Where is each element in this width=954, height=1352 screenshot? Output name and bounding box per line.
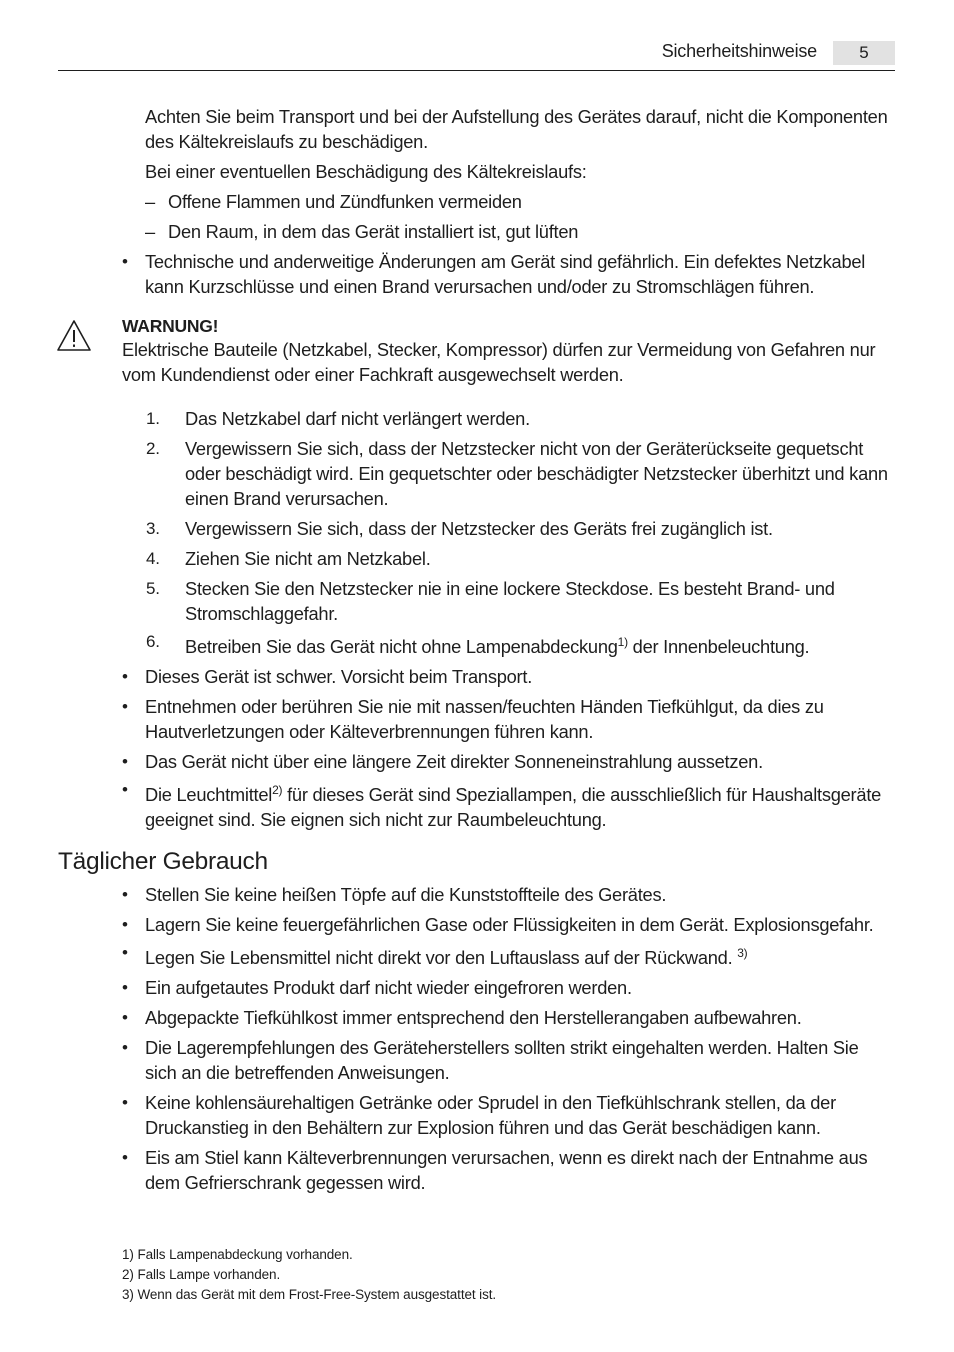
bullet-text: Entnehmen oder berühren Sie nie mit nassen/feuchten Händen Tiefkühlgut, da dies zu Hautverletzungen oder Kälteverbrennungen führen kann. xyxy=(145,696,824,742)
bullet-mark: • xyxy=(122,252,128,271)
warning-triangle-icon xyxy=(56,319,92,353)
bullet-item-modifications xyxy=(0,249,892,299)
item-number: 2. xyxy=(146,439,160,458)
numbered-item xyxy=(0,436,890,511)
bullet-text: Eis am Stiel kann Kälteverbrennungen verursachen, wenn es direkt nach der Entnahme aus dem Gefrierschrank gegessen wird. xyxy=(145,1147,868,1193)
bullet-mark: • xyxy=(122,885,128,904)
bullet-mark: • xyxy=(122,1008,128,1027)
item-text: Stecken Sie den Netzstecker nie in eine lockere Steckdose. Es besteht Brand- und Stromschlaggefahr. xyxy=(185,578,835,624)
bullet-text: Die Leuchtmittel xyxy=(145,784,273,805)
bullet-mark: • xyxy=(122,943,128,962)
item-number: 3. xyxy=(146,519,160,538)
warning-title: WARNUNG! xyxy=(122,316,219,336)
section-title: Täglicher Gebrauch xyxy=(58,848,268,875)
bullet-text: Dieses Gerät ist schwer. Vorsicht beim Transport. xyxy=(145,666,533,687)
bullet-text: Das Gerät nicht über eine längere Zeit direkter Sonneneinstrahlung aussetzen. xyxy=(145,751,763,772)
footnotes xyxy=(122,1245,496,1305)
bullet-item xyxy=(0,1090,892,1140)
bullet-item xyxy=(0,975,892,1000)
bullet-mark: • xyxy=(122,1093,128,1112)
footnote-ref: 3) xyxy=(737,946,748,960)
item-text: Ziehen Sie nicht am Netzkabel. xyxy=(185,548,431,569)
bullet-text: Lagern Sie keine feuergefährlichen Gase oder Flüssigkeiten in dem Gerät. Explosionsgefahr. xyxy=(145,914,874,935)
bullet-item xyxy=(0,782,892,832)
footnote-ref: 2) xyxy=(272,783,283,797)
bullet-mark: • xyxy=(122,752,128,771)
dash-mark: – xyxy=(145,191,155,212)
numbered-item xyxy=(0,406,890,431)
bullet-text: Legen Sie Lebensmittel nicht direkt vor den Luftauslass auf der Rückwand. xyxy=(145,947,738,968)
item-number: 5. xyxy=(146,579,160,598)
bullet-item xyxy=(0,945,892,970)
bullet-mark: • xyxy=(122,915,128,934)
bullet-mark: • xyxy=(122,1148,128,1167)
bullet-text: Stellen Sie keine heißen Töpfe auf die Kunststoffteile des Gerätes. xyxy=(145,884,667,905)
dash-item-text: Den Raum, in dem das Gerät installiert ist, gut lüften xyxy=(168,221,579,242)
item-text: Vergewissern Sie sich, dass der Netzstecker des Geräts frei zugänglich ist. xyxy=(185,518,773,539)
bullet-mark: • xyxy=(122,1038,128,1057)
bullet-mark: • xyxy=(122,780,128,799)
item-text: Das Netzkabel darf nicht verlängert werden. xyxy=(185,408,530,429)
bullet-text: Abgepackte Tiefkühlkost immer entsprechend den Herstellerangaben aufbewahren. xyxy=(145,1007,802,1028)
bullet-item xyxy=(0,912,892,937)
bullet-item xyxy=(0,749,892,774)
dash-item xyxy=(0,219,892,244)
numbered-item xyxy=(0,576,890,626)
footnote-ref: 1) xyxy=(617,635,628,649)
page-content xyxy=(0,104,954,1200)
item-number: 6. xyxy=(146,632,160,651)
bullet-item xyxy=(0,1145,892,1195)
page-header xyxy=(58,38,895,71)
bullet-mark: • xyxy=(122,667,128,686)
header-title: Sicherheitshinweise xyxy=(661,41,817,61)
item-text: Vergewissern Sie sich, dass der Netzstecker nicht von der Geräterückseite gequetscht oder beschädigt wird. Ein gequetschter oder beschädigter Netzstecker überhitzt und kann einen Brand verursachen. xyxy=(185,438,888,509)
page-number: 5 xyxy=(833,41,895,65)
footnote: 3) Wenn das Gerät mit dem Frost-Free-System ausgestattet ist. xyxy=(122,1287,497,1302)
numbered-item xyxy=(0,516,890,541)
dash-mark: – xyxy=(145,221,155,242)
bullet-mark: • xyxy=(122,697,128,716)
bullet-text-after: für dieses Gerät sind Speziallampen, die ausschließlich für Haushaltsgeräte geeignet sind. Sie eignen sich nicht zur Raumbeleuchtung. xyxy=(145,784,882,830)
warning-text: Elektrische Bauteile (Netzkabel, Stecker, Kompressor) dürfen zur Vermeidung von Gefahren nur vom Kundendienst oder einer Fachkraft ausgewechselt werden. xyxy=(122,339,876,385)
bullet-text: Die Lagerempfehlungen des Geräteherstellers sollten strikt eingehalten werden. Halten Sie sich an die betreffenden Anweisungen. xyxy=(145,1037,859,1083)
footnote: 1) Falls Lampenabdeckung vorhanden. xyxy=(122,1247,353,1262)
item-text-after: der Innenbeleuchtung. xyxy=(627,636,810,657)
dash-item-text: Offene Flammen und Zündfunken vermeiden xyxy=(168,191,522,212)
bullet-text: Ein aufgetautes Produkt darf nicht wieder eingefroren werden. xyxy=(145,977,632,998)
bullet-text: Keine kohlensäurehaltigen Getränke oder Sprudel in den Tiefkühlschrank stellen, da der Druckanstieg in den Behältern zur Explosion führen und das Gerät beschädigen kann. xyxy=(145,1092,836,1138)
bullet-item xyxy=(0,1005,892,1030)
bullet-mark: • xyxy=(122,978,128,997)
numbered-item xyxy=(0,546,890,571)
item-number: 1. xyxy=(146,409,160,428)
bullet-item xyxy=(0,882,892,907)
damage-intro: Bei einer eventuellen Beschädigung des Kältekreislaufs: xyxy=(145,161,587,182)
bullet-item xyxy=(0,1035,892,1085)
bullet-item xyxy=(0,664,892,689)
item-text: Betreiben Sie das Gerät nicht ohne Lampenabdeckung xyxy=(185,636,618,657)
bullet-item xyxy=(0,694,892,744)
footnote: 2) Falls Lampe vorhanden. xyxy=(122,1267,281,1282)
transport-paragraph: Achten Sie beim Transport und bei der Aufstellung des Gerätes darauf, nicht die Komponenten des Kältekreislaufs zu beschädigen. xyxy=(145,106,888,152)
dash-item xyxy=(0,189,892,214)
bullet-text: Technische und anderweitige Änderungen am Gerät sind gefährlich. Ein defektes Netzkabel kann Kurzschlüsse und einen Brand verursachen und/oder zu Stromschlägen führen. xyxy=(145,251,866,297)
warning-block xyxy=(122,315,890,387)
item-number: 4. xyxy=(146,549,160,568)
numbered-item xyxy=(0,634,890,659)
